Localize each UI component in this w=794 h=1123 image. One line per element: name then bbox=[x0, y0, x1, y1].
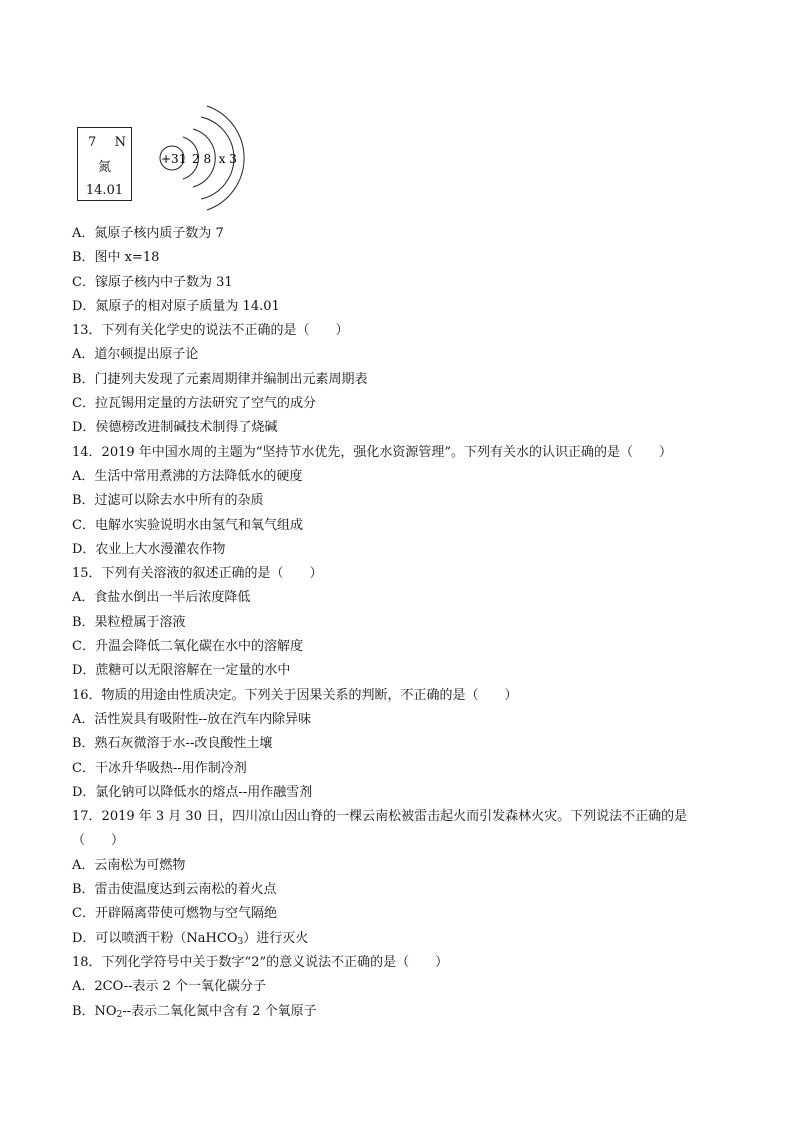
q16-option-d: D．氯化钠可以降低水的熔点--用作融雪剂 bbox=[72, 784, 313, 800]
atomic-number: 7 bbox=[88, 135, 97, 150]
q13-stem: 13．下列有关化学史的说法不正确的是（ ） bbox=[72, 323, 349, 339]
q12-option-d: D．氮原子的相对原子质量为 14.01 bbox=[72, 298, 280, 314]
q15-stem: 15．下列有关溶液的叙述正确的是（ ） bbox=[72, 566, 323, 582]
q16-option-c: C．干冰升华吸热--用作制冷剂 bbox=[72, 760, 247, 776]
q14-stem: 14．2019 年中国水周的主题为“坚持节水优先，强化水资源管理”。下列有关水的认识正确的是（ ） bbox=[72, 444, 673, 460]
element-symbol: N bbox=[114, 135, 126, 150]
q17-stem: 17．2019 年 3 月 30 日，四川凉山因山脊的一棵云南松被雷击起火而引发森林火灾。下列说法不正确的是 bbox=[72, 809, 688, 825]
q14-option-a: A．生活中常用煮沸的方法降低水的硬度 bbox=[72, 468, 303, 484]
q14-option-d: D．农业上大水漫灌农作物 bbox=[72, 541, 226, 557]
q18-stem: 18．下列化学符号中关于数字“2”的意义说法不正确的是（ ） bbox=[72, 954, 449, 970]
q15-option-c: C．升温会降低二氧化碳在水中的溶解度 bbox=[72, 639, 303, 655]
q13-option-d: D．侯德榜改进制碱技术制得了烧碱 bbox=[72, 420, 278, 436]
q13-option-b: B．门捷列夫发现了元素周期律并编制出元素周期表 bbox=[72, 371, 368, 387]
atom-figure bbox=[0, 0, 794, 230]
q13-option-a: A．道尔顿提出原子论 bbox=[72, 347, 199, 363]
q15-option-d: D．蔗糖可以无限溶解在一定量的水中 bbox=[72, 663, 291, 679]
q18-option-b: B．$NO_2--$表示二氧化氮中含有 2 个氧原子 bbox=[72, 1003, 317, 1020]
q12-option-c: C．镓原子核内中子数为 31 bbox=[72, 274, 233, 290]
q12-option-a: A．氮原子核内质子数为 7 bbox=[72, 226, 224, 241]
q16-option-b: B．熟石灰微溶于水--改良酸性土壤 bbox=[72, 736, 273, 752]
atom-structure-diagram bbox=[150, 95, 250, 220]
atomic-mass: 14.01 bbox=[85, 183, 124, 198]
q16-option-a: A．活性炭具有吸附性--放在汽车内除异味 bbox=[72, 711, 312, 727]
q17-option-c: C．开辟隔离带使可燃物与空气隔绝 bbox=[72, 906, 277, 922]
q17-option-d: D．可以喷洒干粉（NaHCO$_3$）进行灭火 bbox=[72, 930, 309, 947]
question-list bbox=[72, 222, 722, 1024]
q17-option-a: A．云南松为可燃物 bbox=[72, 857, 186, 873]
q15-option-a: A．食盐水倒出一半后浓度降低 bbox=[72, 590, 251, 606]
q17-option-b: B．雷击使温度达到云南松的着火点 bbox=[72, 882, 277, 898]
q15-option-b: B．果粒橙属于溶液 bbox=[72, 614, 186, 630]
q12-option-b: B．图中 x=18 bbox=[72, 250, 160, 266]
q13-option-c: C．拉瓦锡用定量的方法研究了空气的成分 bbox=[72, 396, 316, 412]
q16-stem: 16．物质的用途由性质决定。下列关于因果关系的判断，不正确的是（ ） bbox=[72, 687, 518, 703]
q17-stem-continuation: （ ） bbox=[72, 833, 125, 849]
q14-option-b: B．过滤可以除去水中所有的杂质 bbox=[72, 493, 264, 509]
element-card-nitrogen bbox=[77, 127, 132, 201]
q18-option-a: A．2CO--表示 2 个一氧化碳分子 bbox=[72, 979, 267, 995]
q14-option-c: C．电解水实验说明水由氢气和氧气组成 bbox=[72, 517, 303, 533]
electron-counts: 2 8 x 3 bbox=[192, 152, 237, 166]
element-name: 氮 bbox=[97, 160, 111, 175]
nucleus-charge: +31 bbox=[161, 152, 187, 166]
